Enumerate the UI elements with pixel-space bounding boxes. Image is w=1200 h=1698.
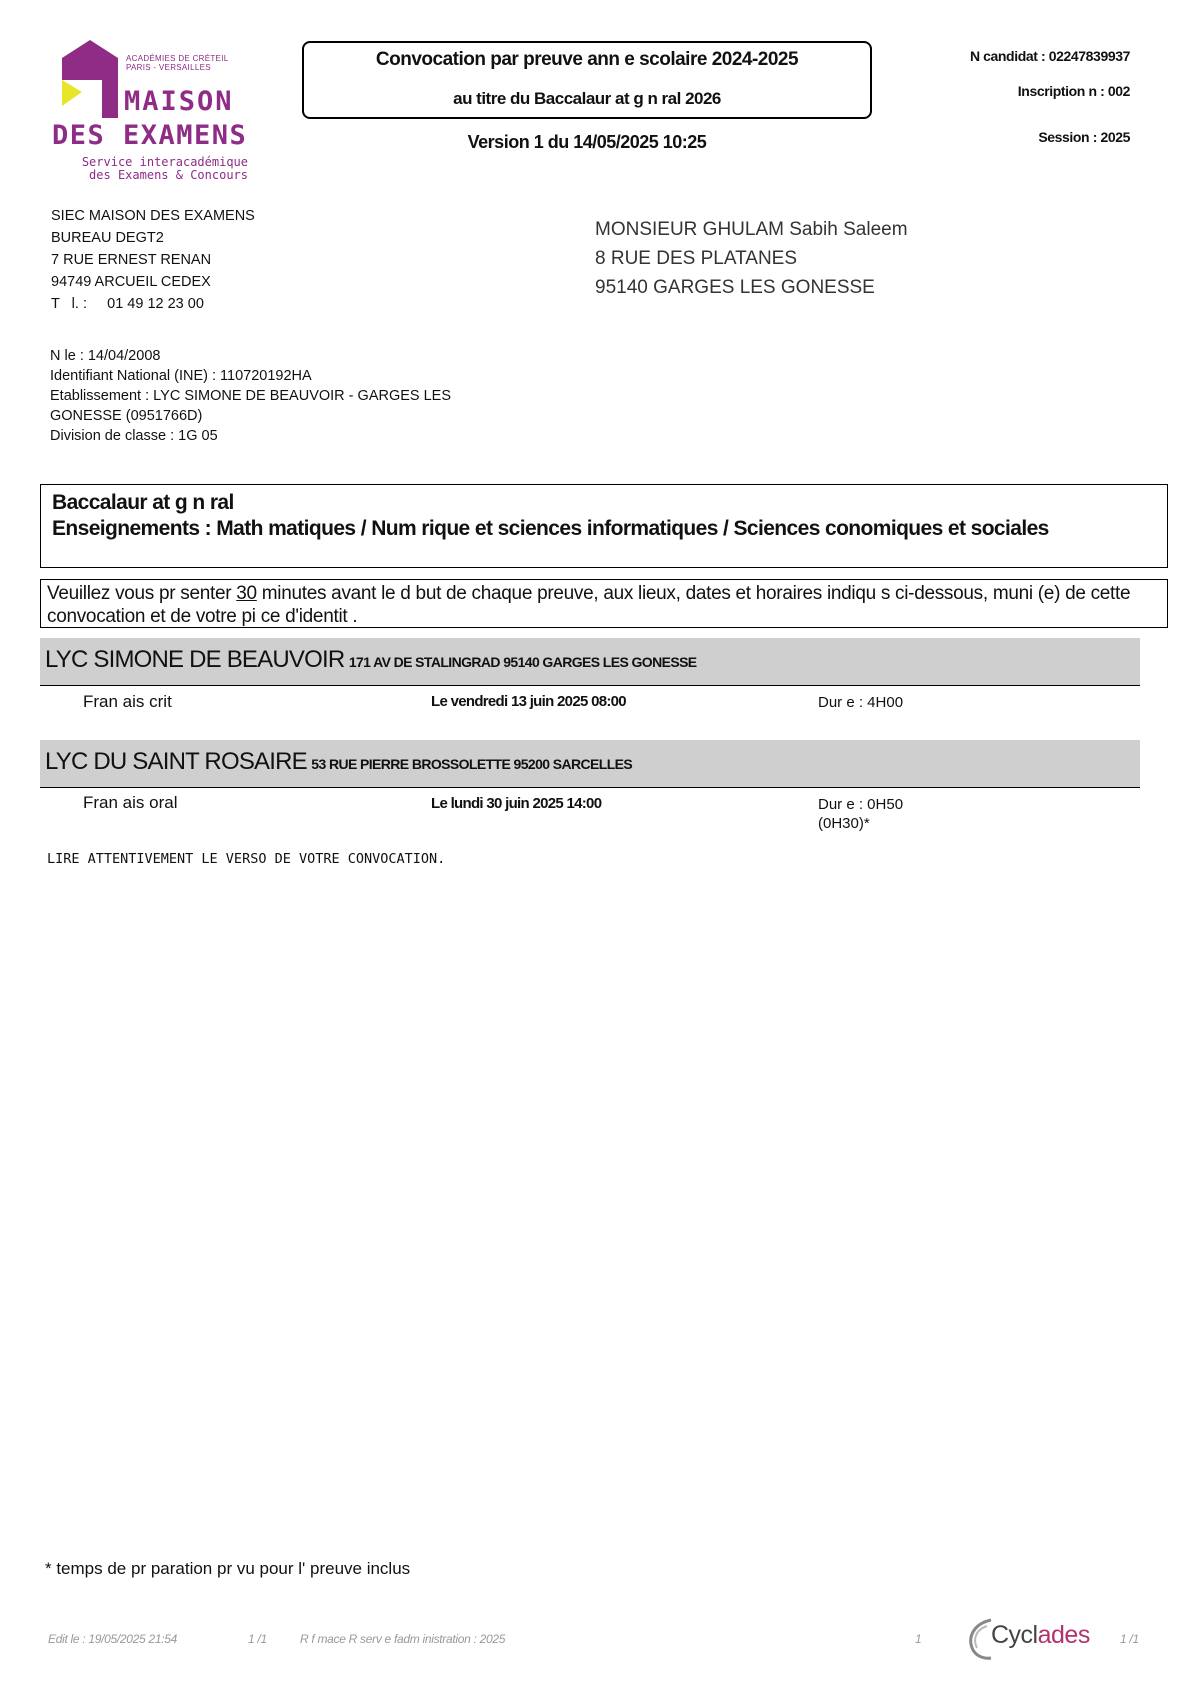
logo-house-icon [60,40,130,120]
footer-edited: Edit le : 19/05/2025 21:54 [48,1632,177,1646]
cyclades-wordmark-part1: Cycl [991,1621,1038,1649]
footnote: * temps de pr paration pr vu pour l' preuve inclus [45,1559,411,1578]
logo-des-examens: DES EXAMENS [52,120,248,151]
candidate-number: N candidat : 02247839937 [969,48,1130,64]
convocation-title-box [302,41,872,119]
logo-maison: MAISON [124,86,234,117]
convocation-subtitle: au titre du Baccalaur at g n ral 2026 [453,89,721,108]
exam-center-name: LYC SIMONE DE BEAUVOIR [45,646,345,673]
cyclades-logo [965,1614,1105,1662]
baccalaureat-box [40,484,1168,568]
footer-page: 1 /1 [248,1632,267,1646]
sender-address: SIEC MAISON DES EXAMENS BUREAU DEGT2 7 RUE ERNEST RENAN 94749 ARCUEIL CEDEX T l. : 01 49 12 23 00 [51,208,255,312]
exam-duration-prep: (0H30)* [818,815,870,832]
footer-reference: R f mace R serv e fadm inistration : 2025 [300,1632,506,1646]
notice-minutes: 30 [236,583,257,604]
recipient-city: 95140 GARGES LES GONESSE [595,277,875,298]
version-line: Version 1 du 14/05/2025 10:25 [467,132,707,152]
recipient-address [595,215,908,302]
recipient-name: MONSIEUR GHULAM Sabih Saleem [595,219,908,240]
recipient-street: 8 RUE DES PLATANES [595,248,798,269]
cyclades-wordmark [991,1621,1090,1650]
class-division: Division de classe : 1G 05 [50,428,218,444]
school: Etablissement : LYC SIMONE DE BEAUVOIR - GARGES LES GONESSE (0951766D) [50,388,452,424]
exam-subject: Fran ais crit [83,692,172,711]
exam-center-name: LYC DU SAINT ROSAIRE [45,748,307,775]
session: Session : 2025 [1038,129,1130,145]
ine-number: Identifiant National (INE) : 110720192HA [50,368,312,384]
exam-center-header [40,638,1140,686]
logo-service [52,156,248,182]
logo-service-line2: des Examens & Concours [89,168,248,182]
maison-des-examens-logo [52,40,252,190]
exam-center-header [40,740,1140,788]
read-verso-notice: LIRE ATTENTIVEMENT LE VERSO DE VOTRE CONVOCATION. [47,851,446,867]
inscription-number: Inscription n : 002 [1017,83,1130,99]
bac-subjects: Enseignements : Math matiques / Num rique et sciences informatiques / Sciences conomiques et sociales [52,517,1049,540]
notice-part1: Veuillez vous pr senter [47,583,237,604]
exam-date: Le lundi 30 juin 2025 14:00 [431,795,602,812]
exam-duration [818,795,903,833]
attendance-notice [40,579,1168,628]
exam-center-address: 53 RUE PIERRE BROSSOLETTE 95200 SARCELLES [311,756,633,772]
exam-date: Le vendredi 13 juin 2025 08:00 [431,693,626,710]
footer-page-total: 1 /1 [1120,1632,1139,1646]
logo-academies: ACADÉMIES DE CRÉTEIL PARIS - VERSAILLES [126,54,229,72]
birth-date: N le : 14/04/2008 [50,348,161,364]
exam-duration [818,693,903,712]
cyclades-wordmark-part2: ades [1037,1621,1090,1649]
exam-duration-value: Dur e : 0H50 [818,796,904,813]
logo-service-line1: Service interacadémique [81,155,248,169]
exam-duration-value: Dur e : 4H00 [818,694,904,711]
exam-center-address: 171 AV DE STALINGRAD 95140 GARGES LES GONESSE [348,654,697,670]
footer-number: 1 [915,1632,922,1646]
notice-part2: minutes avant le d but de chaque preuve, aux lieux, dates et horaires indiqu s ci-dessous, muni (e) de cette convocation et de votre pi ce d'identit . [47,583,1131,627]
convocation-title: Convocation par preuve ann e scolaire 2024-2025 [375,49,799,70]
exam-subject: Fran ais oral [83,793,178,812]
candidate-info [50,346,520,446]
bac-title: Baccalaur at g n ral [52,491,234,514]
